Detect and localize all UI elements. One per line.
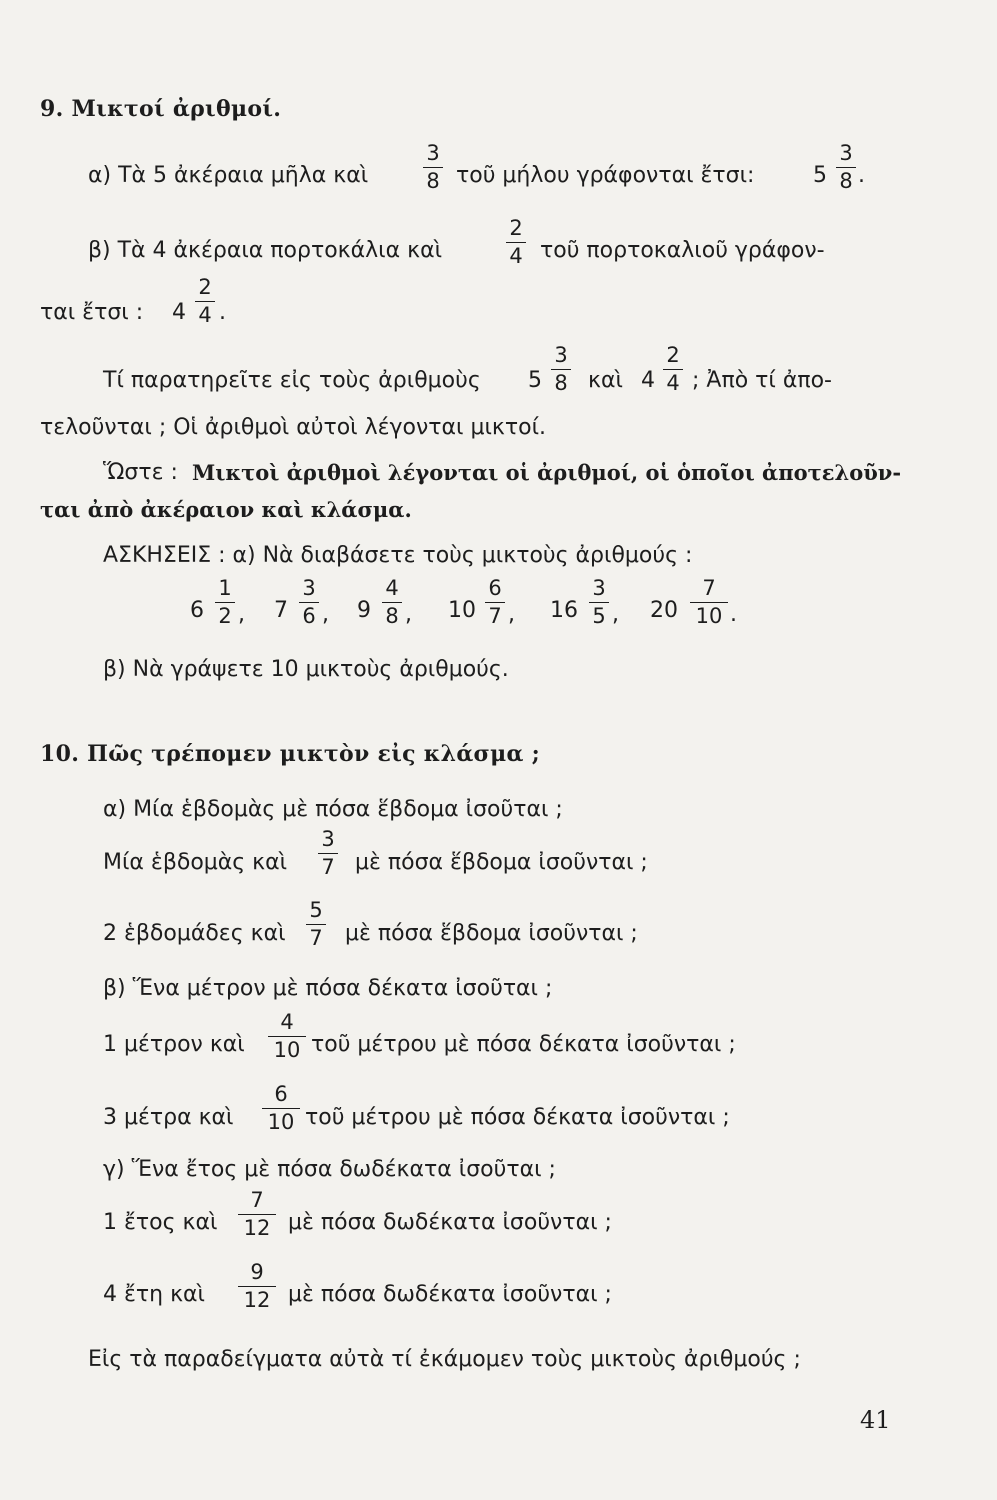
question-text-1: Τί παρατηρεῖτε εἰς τοὺς ἀριθμοὺς	[103, 368, 481, 393]
fraction-3-8-b: 3 8	[836, 143, 856, 192]
section-10-b2-pre: 1 μέτρον καὶ	[103, 1032, 245, 1057]
ex-fraction-3-5: 3 5	[589, 578, 609, 627]
definition-bold-line-2: ται ἀπὸ ἀκέραιον καὶ κλάσμα.	[40, 497, 412, 522]
section-10-c1: γ) Ἕνα ἔτος μὲ πόσα δωδέκατα ἰσοῦται ;	[103, 1157, 556, 1182]
section-10-b1: β) Ἕνα μέτρον μὲ πόσα δέκατα ἰσοῦται ;	[103, 976, 553, 1001]
section-9-b-cont: ται ἔτσι :	[40, 300, 144, 325]
fraction-3-7: 3 7	[318, 829, 338, 878]
fraction-4-10: 4 10	[268, 1012, 306, 1061]
fraction-5-7: 5 7	[306, 900, 326, 949]
and-word: καὶ	[588, 368, 623, 393]
exercises-title: ΑΣΚΗΣΕΙΣ : α) Νὰ διαβάσετε τοὺς μικτοὺς ἀριθμούς :	[103, 543, 693, 568]
ex-whole-20: 20	[650, 598, 678, 623]
ex-fraction-6-7: 6 7	[485, 578, 505, 627]
mixed-whole-4-q: 4	[641, 368, 655, 393]
definition-bold-line-1: Μικτοὶ ἀριθμοὶ λέγονται οἱ ἀριθμοί, οἱ ὁποῖοι ἀποτελοῦν-	[192, 460, 902, 485]
section-10-a2-pre: Μία ἑβδομὰς καὶ	[103, 850, 288, 875]
ex-fraction-1-2: 1 2	[215, 578, 235, 627]
section-10-a1: α) Μία ἑβδομὰς μὲ πόσα ἕβδομα ἰσοῦται ;	[103, 797, 563, 822]
fraction-6-10: 6 10	[262, 1084, 300, 1133]
section-9-b-text-2: τοῦ πορτοκαλιοῦ γράφον-	[540, 238, 825, 263]
section-10-heading: 10. Πῶς τρέπομεν μικτὸν εἰς κλάσμα ;	[40, 741, 541, 767]
exercises-b: β) Νὰ γράψετε 10 μικτοὺς ἀριθμούς.	[103, 657, 509, 682]
section-9-a-text-2: τοῦ μήλου γράφονται ἔτσι:	[456, 163, 755, 188]
fraction-7-12: 7 12	[238, 1190, 276, 1239]
section-10-b2-post: τοῦ μέτρου μὲ πόσα δέκατα ἰσοῦνται ;	[311, 1032, 736, 1057]
ex-whole-7: 7	[274, 598, 288, 623]
comma: ,	[405, 602, 412, 627]
ex-whole-6: 6	[190, 598, 204, 623]
period: .	[730, 602, 737, 627]
section-10-b3-pre: 3 μέτρα καὶ	[103, 1105, 234, 1130]
mixed-whole-4: 4	[172, 300, 186, 325]
question-text-2: ; Ἀπὸ τί ἀπο-	[692, 368, 832, 393]
ex-whole-16: 16	[550, 598, 578, 623]
ex-whole-9: 9	[357, 598, 371, 623]
ex-whole-10: 10	[448, 598, 476, 623]
section-9-heading: 9. Μικτοί ἀριθμοί.	[40, 96, 282, 122]
page-number: 41	[860, 1406, 891, 1434]
section-10-b3-post: τοῦ μέτρου μὲ πόσα δέκατα ἰσοῦνται ;	[305, 1105, 730, 1130]
definition-prefix: Ὥστε :	[103, 460, 178, 485]
ex-fraction-7-10: 7 10	[690, 578, 728, 627]
period: .	[858, 163, 865, 188]
fraction-2-4-q: 2 4	[663, 345, 683, 394]
section-10-final: Εἰς τὰ παραδείγματα αὐτὰ τί ἐκάμομεν τοὺς μικτοὺς ἀριθμούς ;	[88, 1347, 801, 1372]
section-10-a3-pre: 2 ἑβδομάδες καὶ	[103, 921, 286, 946]
comma: ,	[322, 602, 329, 627]
comma: ,	[612, 602, 619, 627]
mixed-whole-5: 5	[813, 163, 827, 188]
section-10-c2-post: μὲ πόσα δωδέκατα ἰσοῦνται ;	[288, 1210, 612, 1235]
ex-fraction-3-6: 3 6	[299, 578, 319, 627]
ex-fraction-4-8: 4 8	[382, 578, 402, 627]
question-line-2: τελοῦνται ; Οἱ ἀριθμοὶ αὐτοὶ λέγονται μικτοί.	[40, 415, 547, 440]
fraction-3-8-q: 3 8	[551, 345, 571, 394]
fraction-3-8: 3 8	[423, 143, 443, 192]
section-10-c2-pre: 1 ἔτος καὶ	[103, 1210, 218, 1235]
section-10-a2-post: μὲ πόσα ἕβδομα ἰσοῦνται ;	[355, 850, 648, 875]
fraction-2-4-b: 2 4	[195, 277, 215, 326]
fraction-9-12: 9 12	[238, 1262, 276, 1311]
fraction-2-4: 2 4	[506, 218, 526, 267]
section-10-c3-pre: 4 ἔτη καὶ	[103, 1282, 205, 1307]
comma: ,	[508, 602, 515, 627]
section-9-a-text-1: α) Τὰ 5 ἀκέραια μῆλα καὶ	[88, 163, 369, 188]
section-9-b-text-1: β) Τὰ 4 ἀκέραια πορτοκάλια καὶ	[88, 238, 443, 263]
period: .	[219, 300, 226, 325]
section-10-a3-post: μὲ πόσα ἕβδομα ἰσοῦνται ;	[345, 921, 638, 946]
section-10-c3-post: μὲ πόσα δωδέκατα ἰσοῦνται ;	[288, 1282, 612, 1307]
comma: ,	[238, 602, 245, 627]
mixed-whole-5-q: 5	[528, 368, 542, 393]
